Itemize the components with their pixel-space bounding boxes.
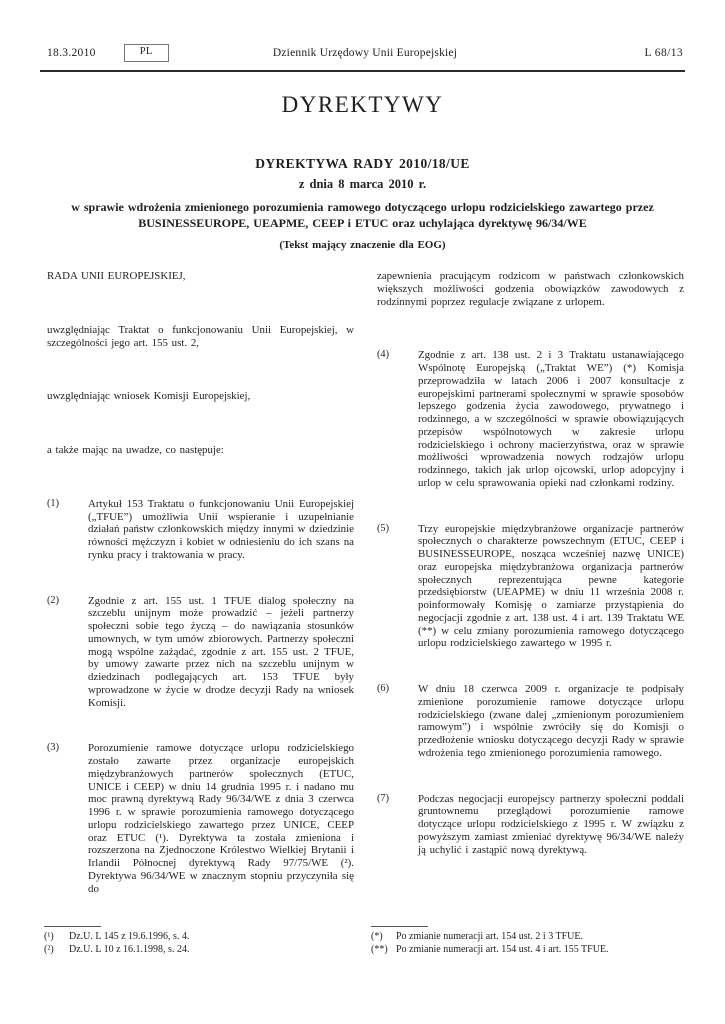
footnote (44, 943, 358, 956)
journal-title: Dziennik Urzędowy Unii Europejskiej (272, 46, 458, 59)
recital-number: (6) (377, 683, 390, 694)
footnote-text: Dz.U. L 10 z 16.1.1998, s. 24. (69, 944, 190, 956)
recital-number: (3) (47, 742, 60, 754)
recital-text: Artykuł 153 Traktatu o funkcjonowaniu Unii Europejskiej („TFUE”) umożliwia Unii wspieranie i uzupełnianie działań państw członkowskich między innymi w dziedzinie równości mężczyzn i kobiet w odniesieniu do ich szans na rynku pracy i traktowania w pracy. (88, 497, 354, 561)
eea-relevance-note: (Tekst mający znaczenie dla EOG) (279, 239, 446, 251)
recital-6 (377, 683, 684, 760)
footnote-text: Dz.U. L 145 z 19.6.1996, s. 4. (69, 931, 190, 942)
footnote-rule (44, 926, 101, 927)
recital-7 (377, 793, 684, 857)
section-heading: DYREKTYWY (281, 92, 444, 117)
page-reference: L 68/13 (644, 46, 683, 59)
recital-number: (4) (377, 349, 390, 361)
recital-5 (377, 523, 684, 651)
footnote-text: Po zmianie numeracji art. 154 ust. 4 i art. 155 TFUE. (396, 944, 609, 956)
directive-title: DYREKTYWA RADY 2010/18/UE (255, 156, 470, 171)
right-column (377, 270, 684, 928)
footnote-rule (371, 926, 428, 927)
language-badge: PL (124, 44, 169, 62)
footnote-marker: (*) (371, 931, 383, 942)
left-footnotes (44, 926, 358, 956)
continuation-paragraph: zapewnienia pracującym rodzicom w państwach członkowskich większych możliwości godzenia obowiązków zawodowych z rodzinnymi poprzez regulacje związane z urlopem. (377, 270, 684, 308)
footnote-text: Po zmianie numeracji art. 154 ust. 2 i 3 TFUE. (396, 931, 584, 942)
recital-text: Trzy europejskie międzybranżowe organizacje partnerów społecznych o charakterze powszechnym (ETUC, CEEP i BUSINESSEUROPE, nosząca wcześniej nazwę UNICE) oraz europejska międzybranżowa organizacja partnerów społecznych reprezentująca pewne kategorie przedsiębiorstw (UEAPME) w dniu 11 września 2008 r. poinformowały Komisję o zamiarze przystąpienia do negocjacji zgodnie z art. 138 ust. 4 i art. 139 Traktatu WE (**) w celu zmiany porozumienia ramowego dotyczącego urlopu rodzicielskiego zawartego w 1995 r. (418, 522, 684, 650)
footnote (371, 943, 685, 956)
citation-paragraph: uwzględniając Traktat o funkcjonowaniu Unii Europejskiej, w szczególności jego art. 155 ust. 2, (47, 323, 354, 349)
page-header (40, 44, 685, 72)
footnote-marker: (²) (44, 944, 54, 956)
recital-text: Podczas negocjacji europejscy partnerzy społeczni poddali gruntownemu przeglądowi porozumienie ramowe dotyczące urlopu rodzicielskiego z 1995 r. W związku z powyższym zamiast zmieniać dyrektywę 96/34/WE należy ją uchylić i zastąpić nową dyrektywą. (418, 792, 684, 856)
right-footnotes (371, 926, 685, 956)
left-column (47, 270, 354, 928)
footnote-marker: (**) (371, 944, 388, 956)
citation-paragraph: a także mając na uwadze, co następuje: (47, 444, 224, 456)
council-opening: RADA UNII EUROPEJSKIEJ, (47, 270, 186, 282)
recital-number: (1) (47, 497, 60, 509)
body-columns (47, 270, 684, 928)
recital-4 (377, 349, 684, 489)
directive-date: z dnia 8 marca 2010 r. (298, 177, 427, 191)
recital-1 (47, 498, 354, 562)
recital-number: (5) (377, 522, 390, 534)
recital-number: (2) (47, 594, 60, 606)
footnote (371, 930, 685, 943)
recital-text: W dniu 18 czerwca 2009 r. organizacje te podpisały zmienione porozumienie ramowe dotyczące urlopu rodzicielskiego (zwane dalej „zmienionym porozumieniem ramowym”) i wspólnie zwróciły się do Komisji o przedłożenie wniosku dotyczącego decyzji Rady w sprawie wdrożenia tego zmienionego porozumienia ramowego. (418, 683, 684, 759)
citation-paragraph: uwzględniając wniosek Komisji Europejskiej, (47, 390, 251, 403)
recital-2 (47, 595, 354, 710)
journal-date: 18.3.2010 (47, 46, 96, 59)
recital-text: Porozumienie ramowe dotyczące urlopu rodzicielskiego zostało zawarte przez organizacje europejskich międzybranżowych partnerów społecznych (ETUC, UNICE i CEEP) w dniu 14 grudnia 1995 r. i nadano mu moc prawną dyrektywą Rady 96/34/WE z dnia 3 czerwca 1996 r. w sprawie porozumienia ramowego dotyczącego urlopu rodzicielskiego zawartego przez UNICE, CEEP oraz ETUC (¹). Dyrektywa ta została zmieniona i rozszerzona na Zjednoczone Królestwo Wielkiej Brytanii i Irlandii Północnej dyrektywą Rady 97/75/WE (²). Dyrektywa 96/34/WE w znacznym stopniu przyczyniła się do (88, 742, 354, 895)
directive-subject: w sprawie wdrożenia zmienionego porozumienia ramowego dotyczącego urlopu rodzicielskiego zawartego przez BUSINESSEUROPE, UEAPME, CEEP i ETUC oraz uchylająca dyrektywę 96/34/WE (71, 200, 654, 231)
recital-number: (7) (377, 792, 390, 804)
recital-text: Zgodnie z art. 155 ust. 1 TFUE dialog społeczny na szczeblu unijnym może prowadzić – jeżeli partnerzy społeczni sobie tego życzą – do nawiązania stosunków umownych, w tym umów zbiorowych. Partnerzy społeczni mogą wspólne zażądać, zgodnie z art. 155 ust. 2 TFUE, by umowy zawarte przez nich na szczeblu unijnym w dziedzinach podlegających art. 153 TFUE były wprowadzone w życie w drodze decyzji Rady na wniosek Komisji. (88, 594, 354, 709)
recital-3 (47, 742, 354, 895)
footnote (44, 930, 358, 943)
recital-text: Zgodnie z art. 138 ust. 2 i 3 Traktatu ustanawiającego Wspólnotę Europejską („Traktat WE”) (*) Komisja przeprowadziła w latach 2006 i 2007 konsultacje z europejskimi partnerami społecznymi w sprawie sposobów lepszego godzenia życia zawodowego, prywatnego i rodzinnego, a w szczególności w sprawie obowiązujących przepisów wspólnotowych w zakresie urlopu rodzicielskiego i ochrony macierzyństwa, oraz w sprawie możliwości wprowadzenia nowych rodzajów urlopu rodzinnego, takich jak urlop ojcowski, urlop adopcyjny i urlop w celu sprawowania opieki nad członkami rodziny. (418, 349, 684, 489)
footnote-marker: (¹) (44, 931, 54, 942)
